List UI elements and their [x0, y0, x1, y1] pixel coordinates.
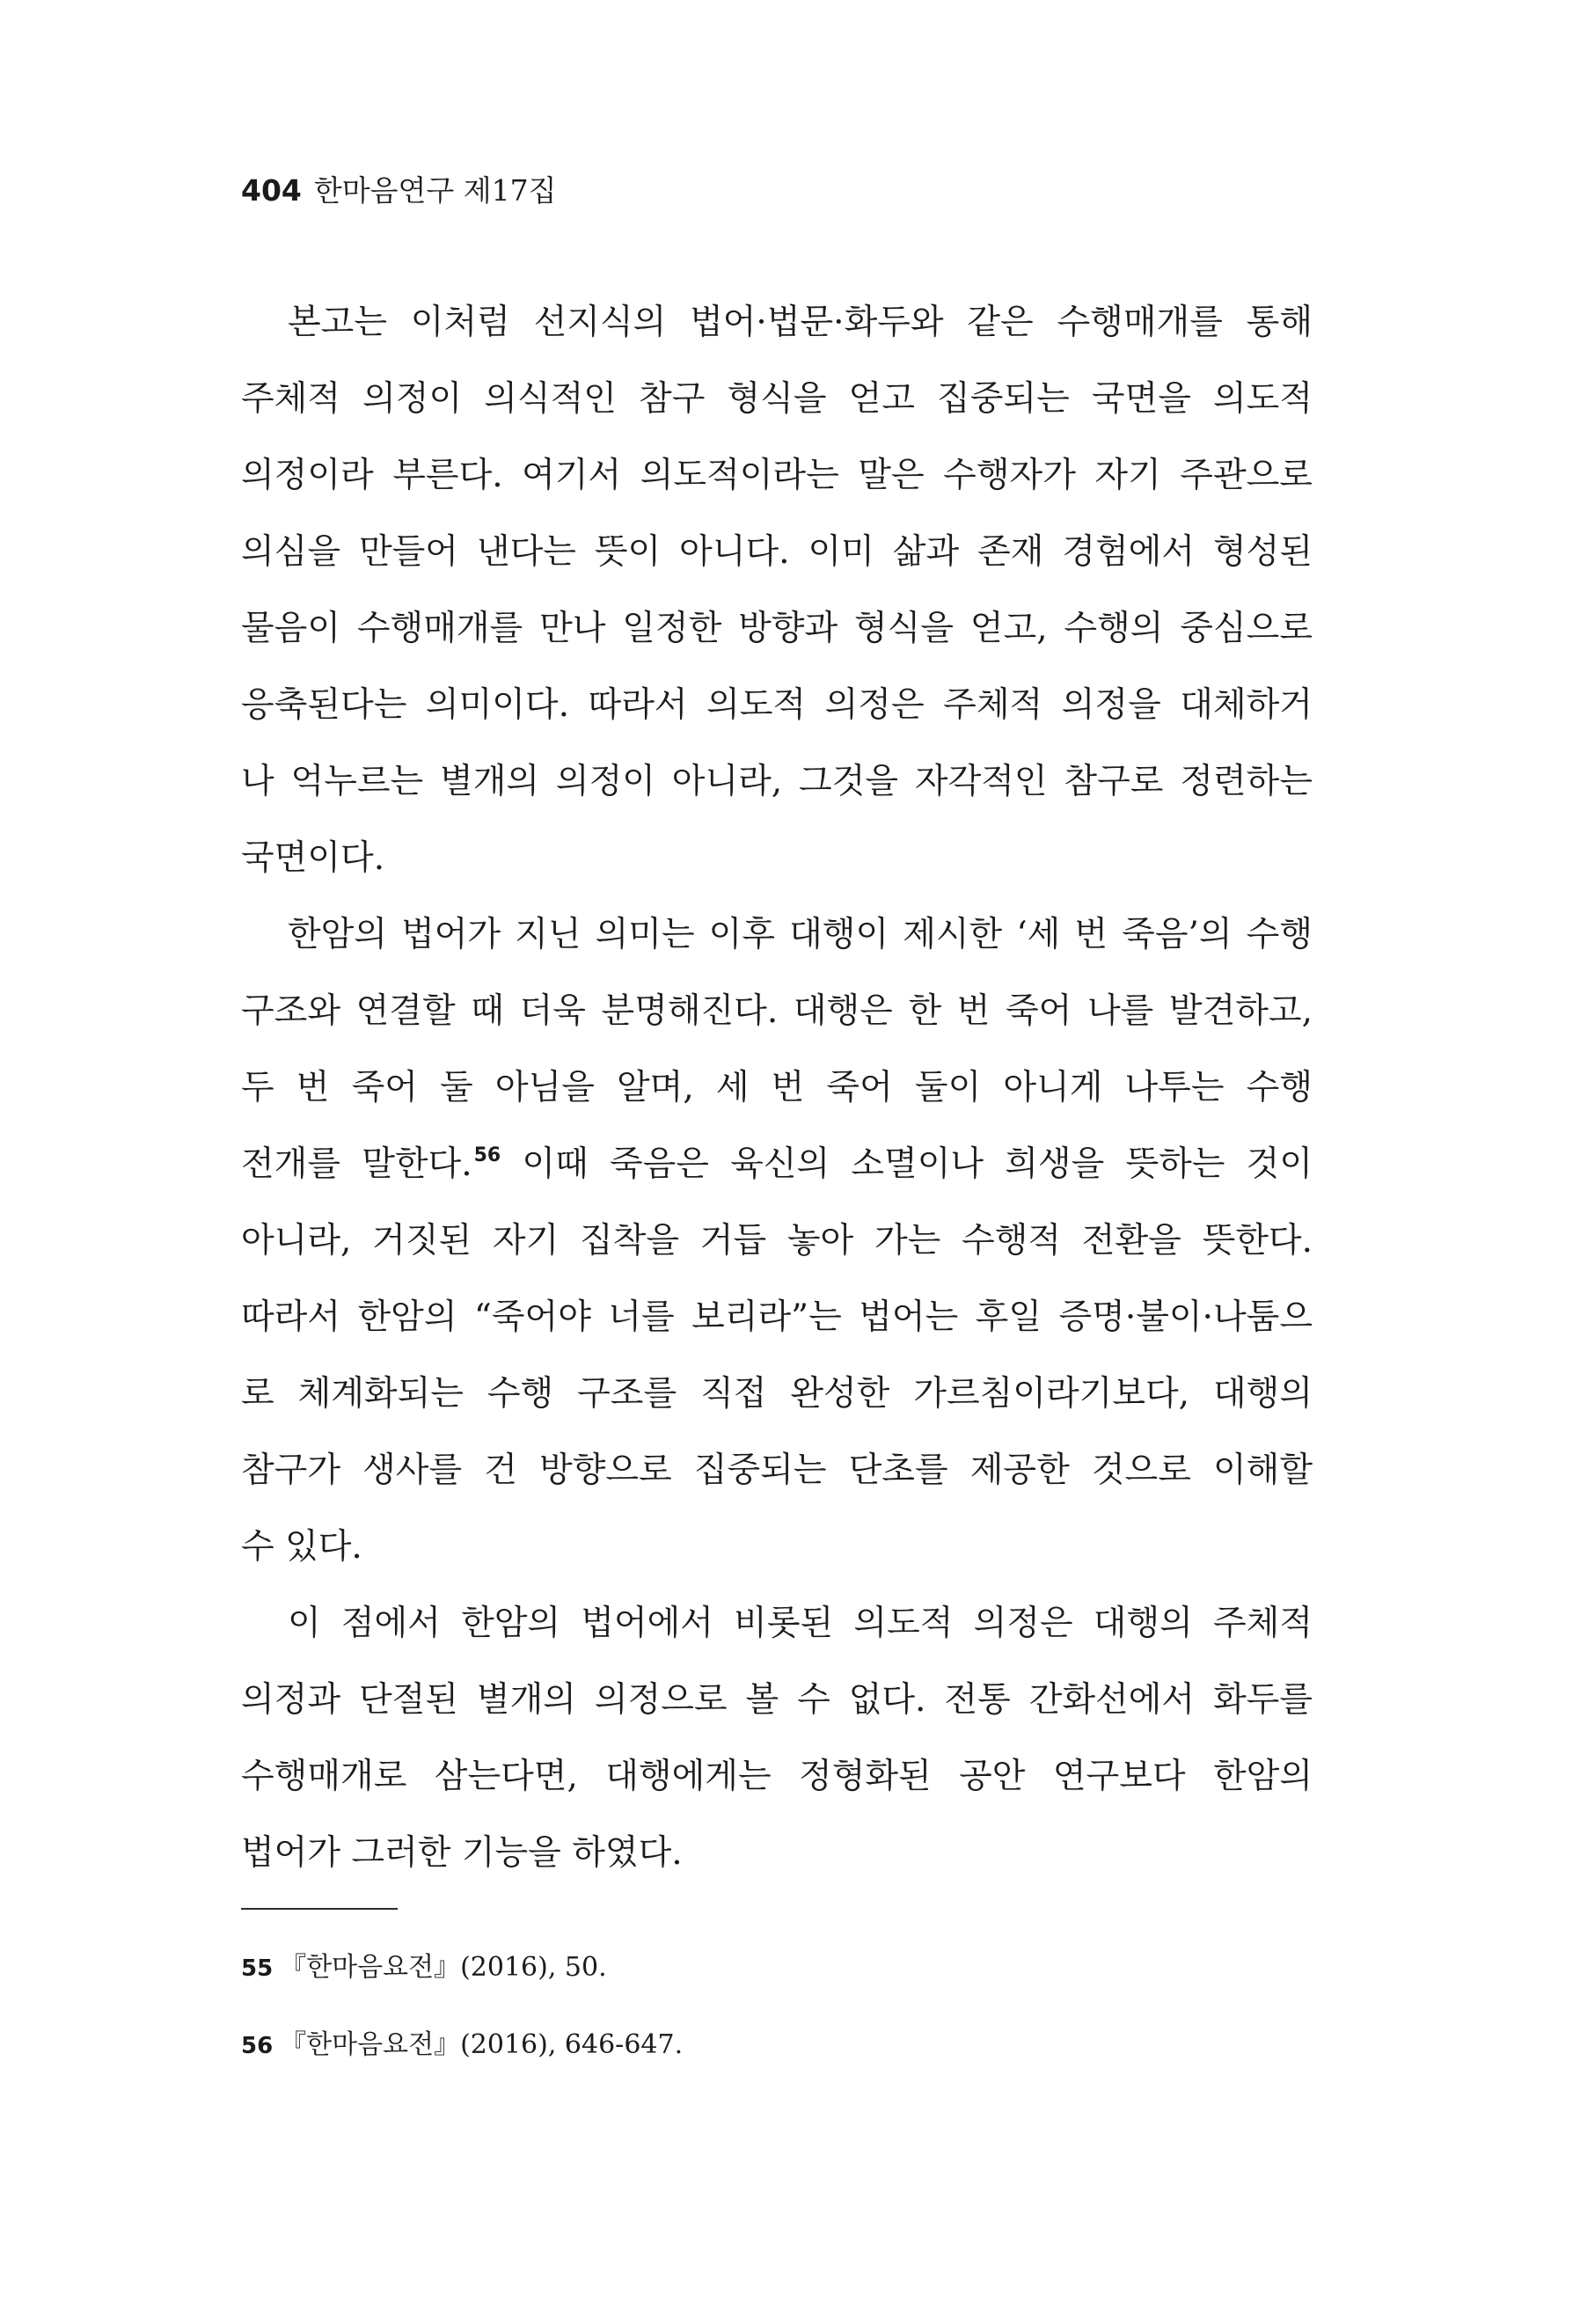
body-line	[241, 1126, 1313, 1202]
body-line: 본고는 이처럼 선지식의 법어·법문·화두와 같은 수행매개를 통해	[288, 303, 1313, 342]
page-number: 404	[241, 173, 302, 208]
footnote-text: 『한마음요전』(2016), 646-647.	[280, 2029, 684, 2060]
body-line: 법어가 그러한 기능을 하였다.	[241, 1833, 683, 1873]
paragraph	[241, 896, 1313, 1585]
body-line: 로 체계화되는 수행 구조를 직접 완성한 가르침이라기보다, 대행의	[241, 1374, 1313, 1414]
body-line: 구조와 연결할 때 더욱 분명해진다. 대행은 한 번 죽어 나를 발견하고,	[241, 991, 1313, 1031]
body-line: 수행매개로 삼는다면, 대행에게는 정형화된 공안 연구보다 한암의	[241, 1757, 1313, 1796]
journal-title: 한마음연구 제17집	[313, 173, 557, 208]
body-line: 주체적 의정이 의식적인 참구 형식을 얻고 집중되는 국면을 의도적	[241, 379, 1313, 419]
body-line: 응축된다는 의미이다. 따라서 의도적 의정은 주체적 의정을 대체하거	[241, 685, 1313, 725]
body-line: 두 번 죽어 둘 아님을 알며, 세 번 죽어 둘이 아니게 나투는 수행	[241, 1068, 1313, 1107]
body-line: 한암의 법어가 지닌 의미는 이후 대행이 제시한 ‘세 번 죽음’의 수행	[288, 915, 1313, 954]
body-line: 나 억누르는 별개의 의정이 아니라, 그것을 자각적인 참구로 정련하는	[241, 762, 1313, 801]
paragraph	[241, 1585, 1313, 1891]
body-line: 아니라, 거짓된 자기 집착을 거듭 놓아 가는 수행적 전환을 뜻한다.	[241, 1221, 1313, 1261]
footnotes	[241, 1929, 1313, 2084]
footnote-reference: 56	[473, 1144, 501, 1166]
footnote-text: 『한마음요전』(2016), 50.	[280, 1952, 607, 1983]
footnote	[241, 1929, 1313, 2006]
body-line: 물음이 수행매개를 만나 일정한 방향과 형식을 얻고, 수행의 중심으로	[241, 609, 1313, 648]
paragraph	[241, 284, 1313, 896]
footnote-number: 56	[241, 2033, 274, 2059]
body-text	[241, 284, 1313, 1891]
running-head	[241, 167, 557, 215]
body-line: 국면이다.	[241, 838, 385, 878]
body-line: 이 점에서 한암의 법어에서 비롯된 의도적 의정은 대행의 주체적	[288, 1604, 1313, 1643]
body-line: 의정과 단절된 별개의 의정으로 볼 수 없다. 전통 간화선에서 화두를	[241, 1680, 1313, 1720]
footnote-divider	[241, 1908, 398, 1910]
body-line: 참구가 생사를 건 방향으로 집중되는 단초를 제공한 것으로 이해할	[241, 1451, 1313, 1490]
body-line: 수 있다.	[241, 1527, 362, 1567]
line-text: 이때 죽음은 육신의 소멸이나 희생을 뜻하는 것이	[501, 1144, 1313, 1184]
footnote-number: 55	[241, 1955, 274, 1982]
footnote	[241, 2006, 1313, 2084]
body-line: 따라서 한암의 “죽어야 너를 보리라”는 법어는 후일 증명·불이·나툼으	[241, 1297, 1313, 1337]
body-line: 의정이라 부른다. 여기서 의도적이라는 말은 수행자가 자기 주관으로	[241, 456, 1313, 495]
body-line: 의심을 만들어 낸다는 뜻이 아니다. 이미 삶과 존재 경험에서 형성된	[241, 532, 1313, 572]
line-text: 전개를 말한다.	[241, 1144, 472, 1184]
